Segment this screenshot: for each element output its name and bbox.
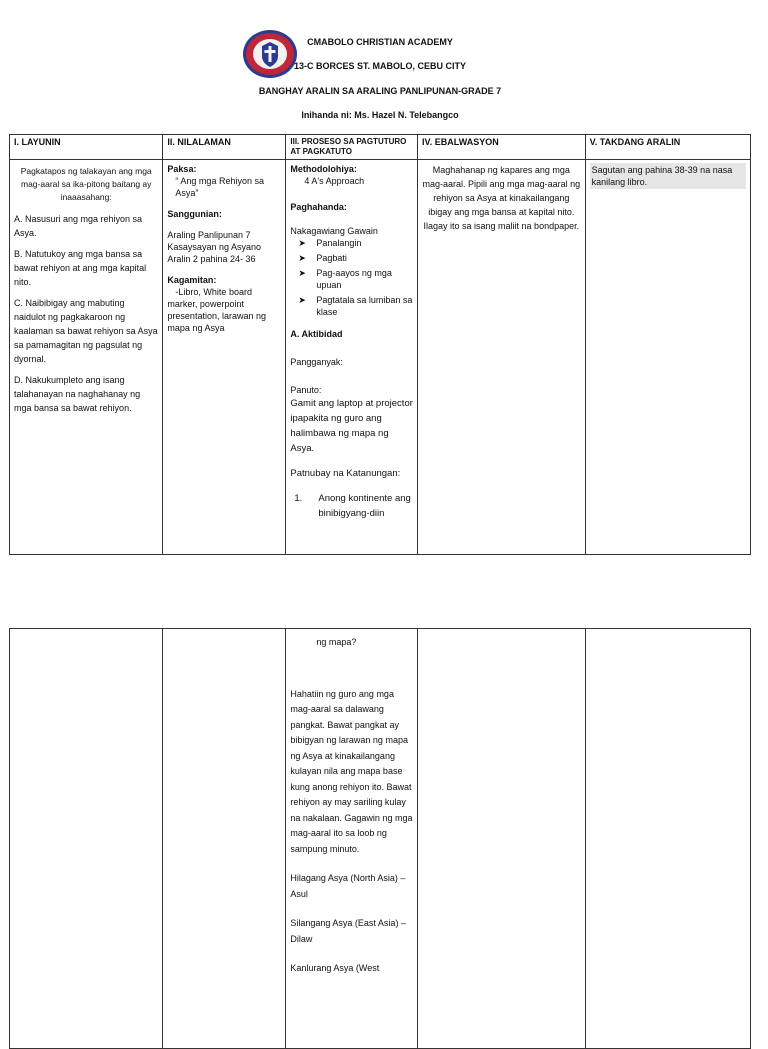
sanggunian-label: Sanggunian: — [167, 209, 222, 219]
header-layunin: I. LAYUNIN — [10, 135, 163, 160]
takdang-aralin-cell — [585, 160, 750, 555]
table-body-row — [10, 629, 751, 1049]
table-body-row — [10, 160, 751, 555]
proseso-cell-continued — [286, 629, 418, 1049]
school-seal-logo — [241, 28, 299, 80]
objective-c: C. Naibibigay ang mabuting naidulot ng pagkakaroon ng kaalaman sa bawat rehiyon sa Asya sa pamamagitan ng pagsulat ng dyornal. — [14, 298, 158, 364]
layunin-intro: Pagkatapos ng talakayan ang mga mag-aaral sa ika-pitong baitang ay inaaasahang: — [20, 166, 152, 202]
question-1-continued: ng mapa? — [316, 637, 357, 647]
objective-b: B. Natutukoy ang mga bansa sa bawat rehiyon at ang mga kapital nito. — [14, 249, 147, 287]
table-header-row — [10, 135, 751, 160]
region-east-asia: Silangang Asya (East Asia) – Dilaw — [290, 918, 406, 944]
pangganyak-label: Pangganyak: — [290, 357, 343, 367]
panuto-text: Gamit ang laptop at projector ipapakita ng guro ang halimbawa ng mapa ng Asya. — [290, 398, 413, 454]
region-north-asia: Hilagang Asya (North Asia) – Asul — [290, 873, 406, 899]
takdang-aralin-text: Sagutan ang pahina 38-39 na nasa kanilang libro. — [590, 163, 746, 189]
gawain-list — [290, 237, 413, 318]
aktibidad-label: A. Aktibidad — [290, 329, 343, 339]
objective-d: D. Nakukumpleto ang isang talahanayan na naghahanay ng mga bansa sa bawat rehiyon. — [14, 375, 141, 413]
kagamitan-label: Kagamitan: — [167, 275, 217, 285]
list-item: ➤ Pag-aayos ng mga upuan — [298, 268, 392, 290]
plan-title: BANGHAY ARALIN SA ARALING PANLIPUNAN-GRADE 7 — [258, 86, 502, 96]
metodo-label: Methodolohiya: — [290, 164, 357, 174]
list-item: ➤ Panalangin — [298, 238, 362, 248]
arrow-bullet-icon: ➤ — [298, 268, 306, 278]
question-1: 1. Anong kontinente ang binibigyang-diin — [294, 493, 411, 519]
school-name: CMABOLO CHRISTIAN ACADEMY — [307, 37, 453, 47]
sanggunian-text: Araling Panlipunan 7 Kasaysayan ng Asyano Aralin 2 pahina 24- 36 — [167, 230, 261, 264]
list-item: ➤ Pagtatala sa lumiban sa klase — [298, 295, 413, 317]
paghahanda-label: Paghahanda: — [290, 202, 347, 212]
paksa-label: Paksa: — [167, 164, 197, 174]
takdang-aralin-cell-empty — [585, 629, 750, 1049]
prepared-by: Inihanda ni: Ms. Hazel N. Telebangco — [301, 110, 459, 120]
arrow-bullet-icon: ➤ — [298, 238, 306, 248]
header-proseso: III. PROSESO SA PAGTUTURO AT PAGKATUTO — [286, 135, 418, 160]
header-nilalaman: II. NILALAMAN — [163, 135, 286, 160]
header-takdang-aralin: V. TAKDANG ARALIN — [585, 135, 750, 160]
objective-a: A. Nasusuri ang mga rehiyon sa Asya. — [14, 214, 143, 238]
paksa-text: “ Ang mga Rehiyon sa Asya” — [175, 176, 264, 198]
layunin-cell — [10, 160, 163, 555]
nilalaman-cell — [163, 160, 286, 555]
arrow-bullet-icon: ➤ — [298, 295, 306, 305]
panuto-label: Panuto: — [290, 385, 322, 395]
kagamitan-text: -Libro, White board marker, powerpoint presentation, larawan ng mapa ng Asya — [167, 287, 266, 333]
lesson-plan-table — [9, 134, 751, 555]
nilalaman-cell-empty — [163, 629, 286, 1049]
arrow-bullet-icon: ➤ — [298, 253, 306, 263]
lesson-plan-table-continued — [9, 628, 751, 1049]
nakagawiang-label: Nakagawiang Gawain — [290, 226, 378, 236]
hatiin-text: Hahatiin ng guro ang mga mag-aaral sa dalawang pangkat. Bawat pangkat ay bibigyan ng larawan ng mapa ng Asya at kinakailangang kulayan nila ang mapa base kung anong rehiyon ito. Bawat rehiyon ay may sariling kulay na nakalaan. Gagawin ng mga mag-aaral ito sa loob ng sampung minuto. — [290, 688, 413, 854]
school-address: 13-C BORCES ST. MABOLO, CEBU CITY — [293, 61, 466, 71]
layunin-cell-empty — [10, 629, 163, 1049]
ebalwasyon-cell: Maghahanap ng kapares ang mga mag-aaral. Pipili ang mga mag-aaral ng rehiyon sa Asya at kinakailangang ibigay ang mga bansa at kapital nito. Ilagay ito sa isang maliit na bondpaper. — [418, 160, 586, 555]
patnubay-label: Patnubay na Katanungan: — [290, 468, 401, 479]
region-west-asia: Kanlurang Asya (West — [290, 963, 380, 973]
proseso-cell — [286, 160, 418, 555]
header-ebalwasyon: IV. EBALWASYON — [418, 135, 586, 160]
ebalwasyon-cell-empty — [418, 629, 586, 1049]
metodo-text: 4 A's Approach — [304, 176, 365, 186]
list-item: ➤ Pagbati — [298, 253, 347, 263]
